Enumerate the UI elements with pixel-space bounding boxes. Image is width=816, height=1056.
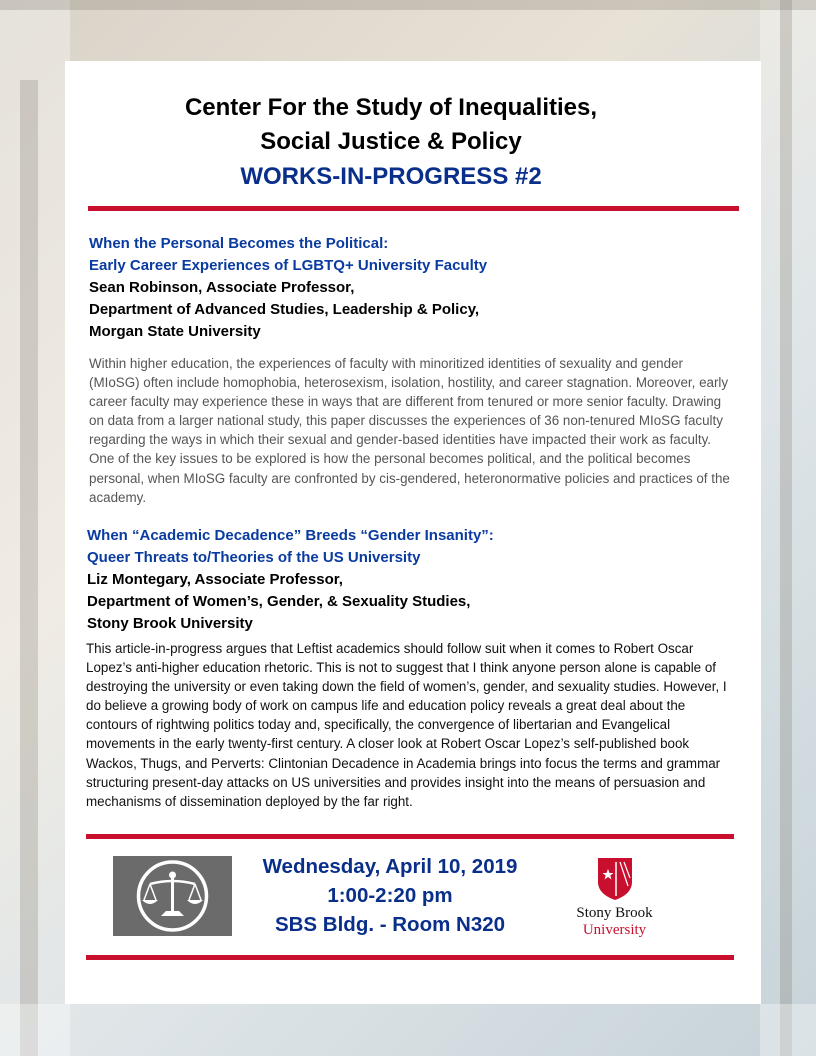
talk-2 [87, 525, 727, 635]
event-time: 1:00-2:20 pm [327, 884, 453, 907]
talk-2-abstract: This article-in-progress argues that Leftist academics should follow suit when it comes to Robert Oscar Lopez’s anti-higher education rhetoric. This is not to suggest that I think anyone person alone is capable of destroying the university or even taking down the field of women’s, gender, and sexuality studies. However, I do believe a growing body of work on campus life and education policy reveals a great deal about the contours of rightwing politics today and, specifically, the convergence of libertarian and Evangelical movements in the early twenty-first century. A closer look at Robert Oscar Lopez’s self-published book Wackos, Thugs, and Perverts: Clintonian Decadence in Academia brings into focus the terms and grammar structuring present-day attacks on US universities and provides insight into the means of persuasion and mechanisms of dissemination deployed by the far right. [86, 641, 727, 809]
sbu-logo-text-line1: Stony Brook [576, 905, 653, 921]
bottom-divider-lower [86, 955, 734, 960]
bottom-divider-upper [86, 834, 734, 839]
stony-brook-logo [564, 856, 665, 939]
event-location: SBS Bldg. - Room N320 [274, 913, 506, 936]
talk-1-department: Department of Advanced Studies, Leadership & Policy, [89, 301, 480, 318]
event-date: Wednesday, April 10, 2019 [262, 855, 518, 878]
talk-1-speaker: Sean Robinson, Associate Professor, [89, 279, 355, 296]
flyer-card [65, 61, 761, 1004]
flyer-header [65, 91, 717, 195]
scales-of-justice-icon [113, 856, 232, 936]
talk-2-title-line2: Queer Threats to/Theories of the US University [87, 549, 421, 566]
talk-1-abstract: Within higher education, the experiences of faculty with minoritized identities of sexuality and gender (MIoSG) often include homophobia, heterosexism, isolation, hostility, and career stagnation. Moreover, early career faculty may experience these in ways that are different from tenured or more senior faculty. Drawing on data from a larger national study, this paper discusses the experiences of 36 non-tenured MIoSG faculty regarding the ways in which their sexual and gender-based identities have impacted their work as faculty. One of the key issues to be explored is how the personal becomes political, and the political becomes personal, when MIoSG faculty are confronted by cis-gendered, heteronormative policies and practices of the academy. [89, 356, 730, 505]
center-name-line2: Social Justice & Policy [260, 128, 522, 155]
series-title: WORKS-IN-PROGRESS #2 [240, 163, 542, 190]
talk-1-institution: Morgan State University [89, 323, 261, 340]
talk-2-department: Department of Women’s, Gender, & Sexuality Studies, [87, 593, 471, 610]
talk-2-speaker: Liz Montegary, Associate Professor, [87, 571, 343, 588]
top-divider [88, 206, 739, 211]
talk-2-institution: Stony Brook University [87, 615, 253, 632]
talk-1-title-line1: When the Personal Becomes the Political: [89, 235, 389, 252]
center-name-line1: Center For the Study of Inequalities, [184, 94, 598, 121]
stony-brook-shield-icon [564, 856, 665, 939]
sbu-logo-text-line2: University [582, 922, 647, 938]
center-logo [113, 856, 232, 936]
event-details [245, 852, 535, 939]
talk-1 [89, 233, 729, 343]
talk-2-title-line1: When “Academic Decadence” Breeds “Gender Insanity”: [87, 527, 494, 544]
talk-1-title-line2: Early Career Experiences of LGBTQ+ University Faculty [89, 257, 488, 274]
